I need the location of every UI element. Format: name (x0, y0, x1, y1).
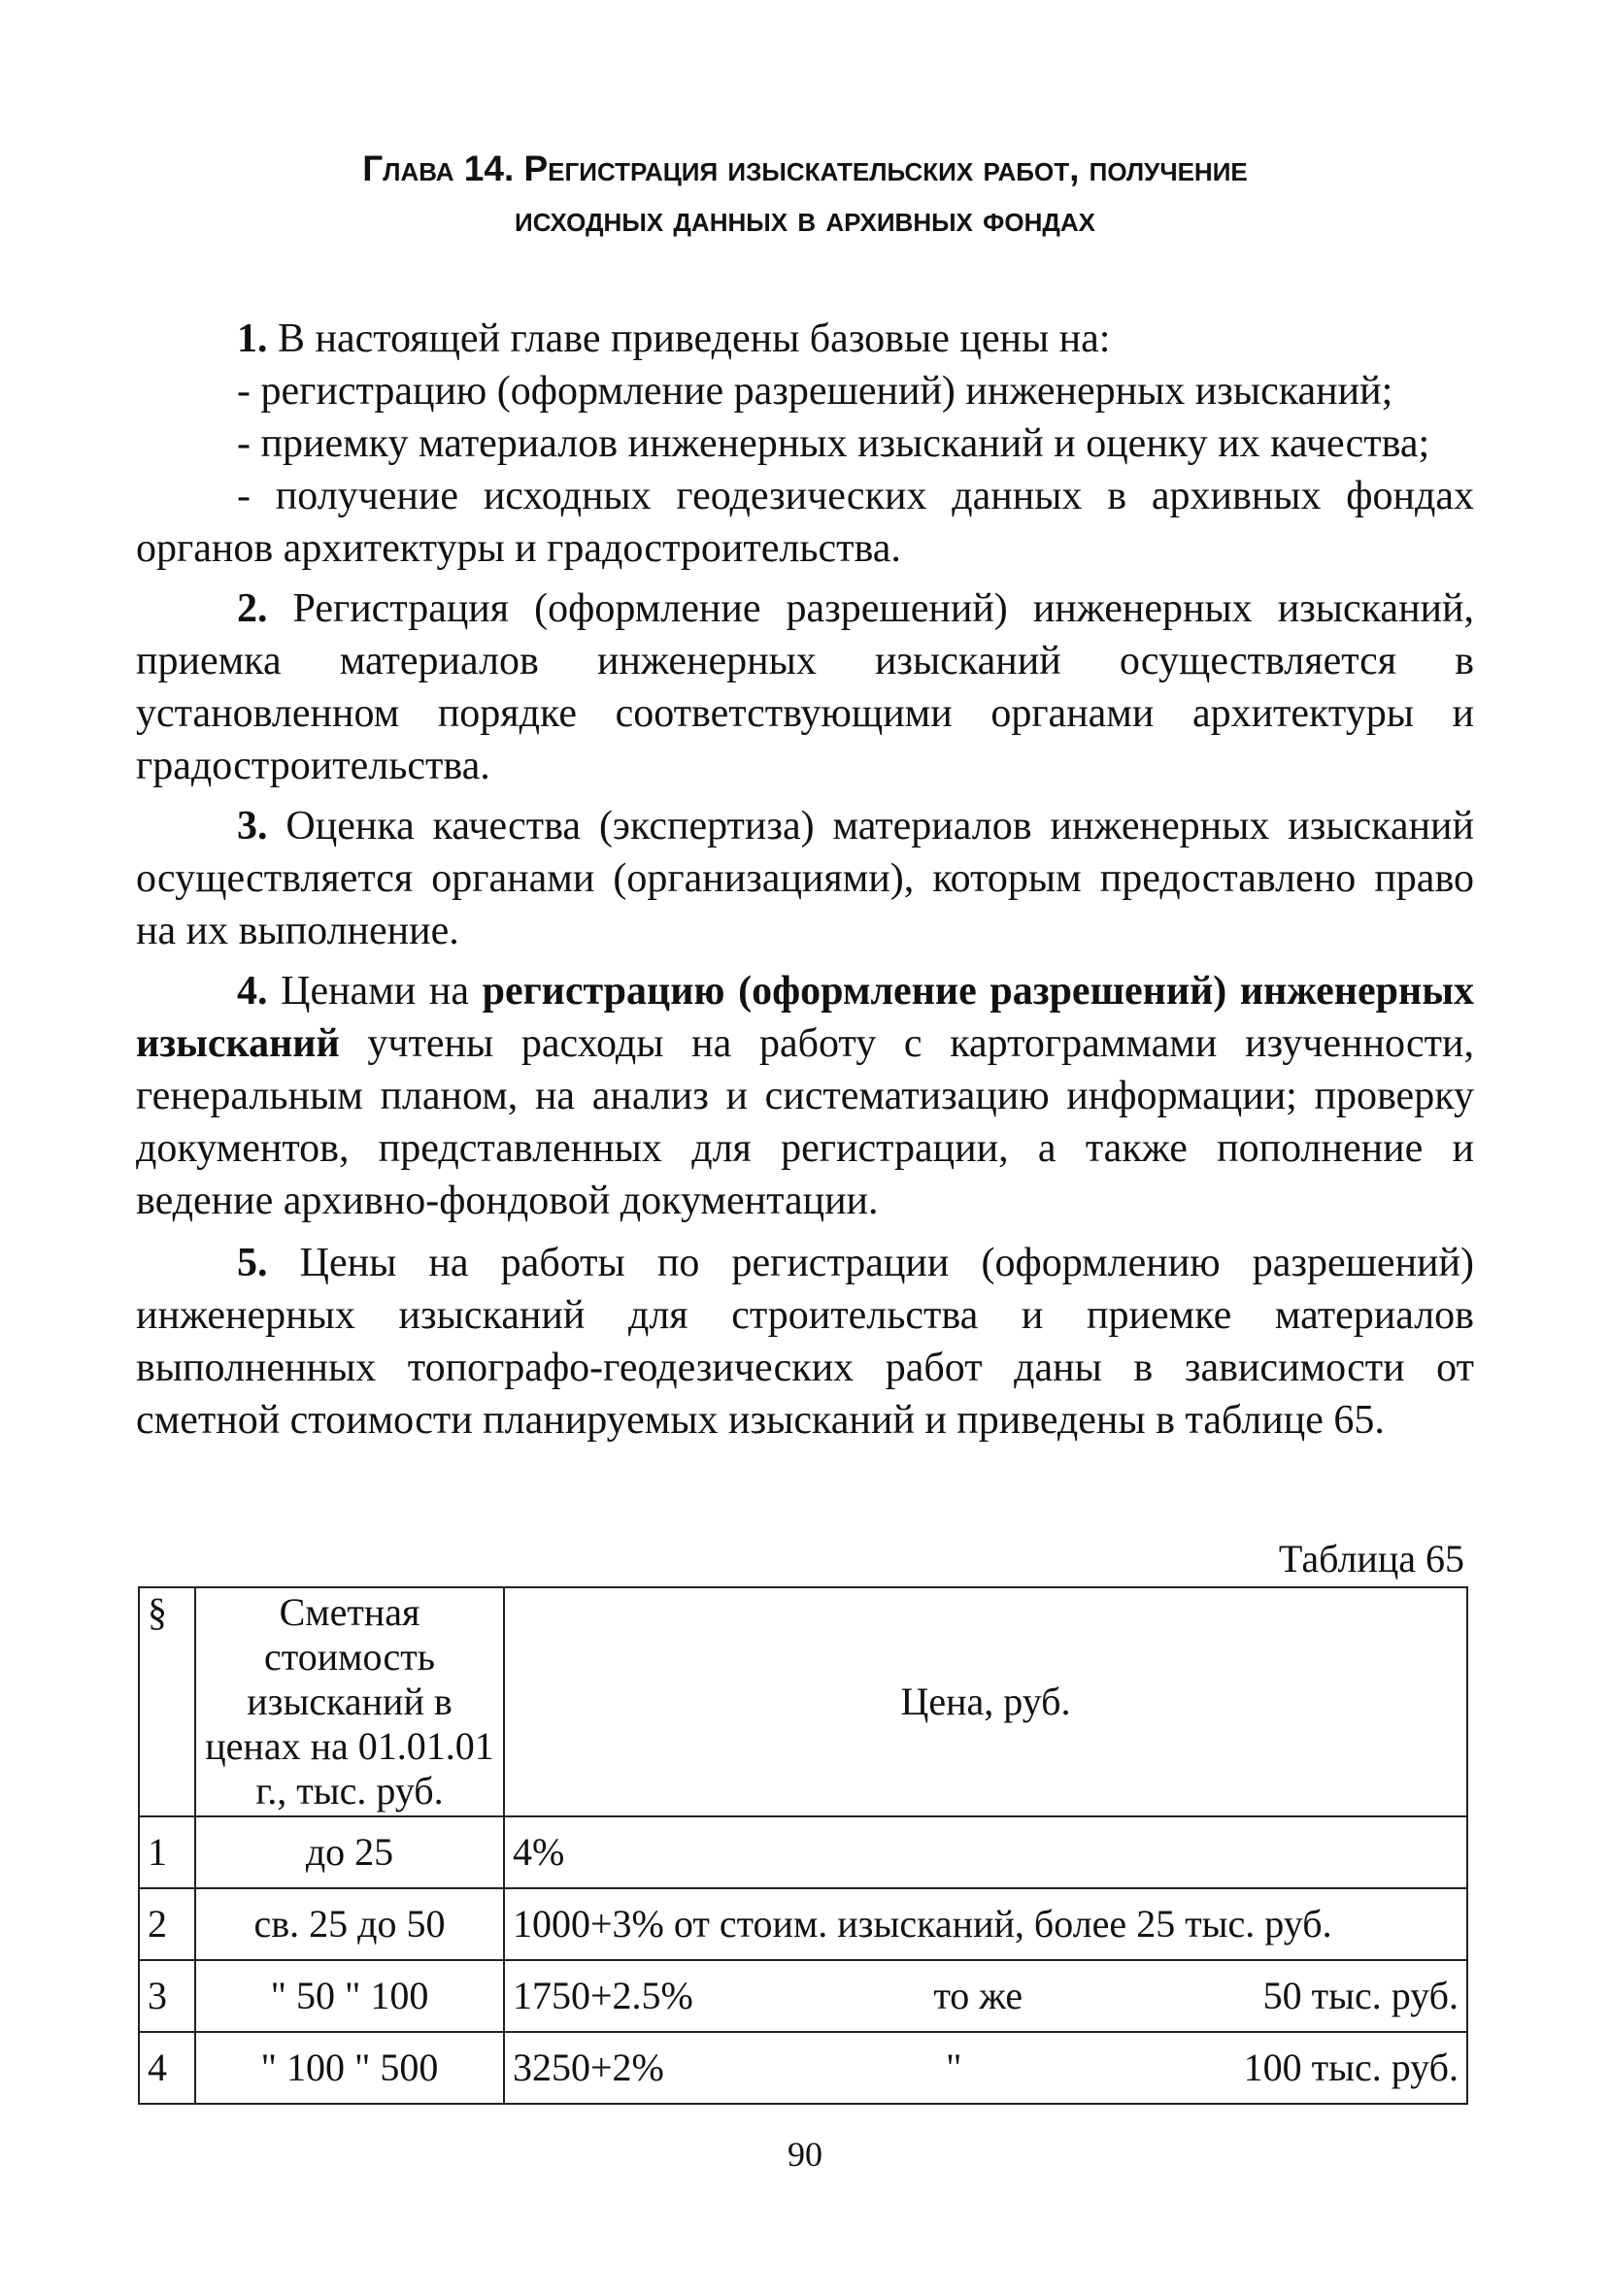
row-number: 4 (139, 2032, 195, 2104)
row-price-threshold: 100 тыс. руб. (1243, 2046, 1459, 2089)
chapter-title (136, 144, 1474, 245)
header-section-sign: § (139, 1587, 195, 1816)
table-row (139, 1960, 1467, 2032)
paragraph-4-pre: Ценами на (267, 969, 483, 1014)
paragraph-5-number: 5. (237, 1241, 268, 1285)
paragraph-3-number: 3. (237, 804, 268, 849)
row-price: 1750+2.5% (513, 1974, 693, 2017)
bullet-2: - приемку материалов инженерных изысканий и оценку их качества; (237, 421, 1430, 466)
paragraph-4 (136, 965, 1474, 1227)
header-price: Цена, руб. (504, 1587, 1467, 1816)
table-row (139, 2032, 1467, 2104)
paragraph-2-text: Регистрация (оформление разрешений) инженерных изысканий, приемка материалов инженерных изысканий осуществляется в установленном порядке соответствующими органами архитектуры и градостроительства. (136, 586, 1474, 788)
paragraph-2 (136, 582, 1474, 792)
row-cost: " 100 " 500 (195, 2032, 504, 2104)
body-text (136, 313, 1474, 1447)
page-number: 90 (788, 2135, 822, 2174)
chapter-title-line-1: Глава 14. Регистрация изыскательских работ, получение (362, 149, 1248, 188)
chapter-title-line-2: исходных данных в архивных фондах (515, 199, 1095, 239)
paragraph-3 (136, 800, 1474, 957)
row-cost: " 50 " 100 (195, 1960, 504, 2032)
paragraph-1 (136, 313, 1474, 365)
row-price-cell (504, 2032, 1467, 2104)
row-price-note: то же (933, 1974, 1023, 2017)
price-table (138, 1586, 1468, 2105)
bullet-1: - регистрацию (оформление разрешений) инженерных изысканий; (237, 369, 1393, 414)
paragraph-5 (136, 1237, 1474, 1447)
row-number: 1 (139, 1816, 195, 1888)
row-price: 3250+2% (513, 2046, 664, 2089)
table-row (139, 1816, 1467, 1888)
row-price-threshold: 50 тыс. руб. (1262, 1974, 1459, 2017)
row-price-cell (504, 1960, 1467, 2032)
table-caption: Таблица 65 (1278, 1537, 1464, 1581)
table-row (139, 1888, 1467, 1960)
paragraph-4-post: учтены расходы на работу с картограммами изученности, генеральным планом, на анализ и систематизацию информации; проверку документов, представленных для регистрации, а также пополнение и ведение архивно-фондовой документации. (136, 1021, 1474, 1223)
row-cost: до 25 (195, 1816, 504, 1888)
paragraph-5-text: Цены на работы по регистрации (оформлению разрешений) инженерных изысканий для строительства и приемке материалов выполненных топографо-геодезических работ даны в зависимости от сметной стоимости планируемых изысканий и приведены в таблице 65. (136, 1241, 1474, 1443)
row-cost: св. 25 до 50 (195, 1888, 504, 1960)
row-number: 2 (139, 1888, 195, 1960)
paragraph-4-number: 4. (237, 969, 268, 1014)
paragraph-1-text: В настоящей главе приведены базовые цены на: (267, 316, 1111, 361)
header-estimated-cost: Сметная стоимость изысканий в ценах на 01.01.01 г., тыс. руб. (195, 1587, 504, 1816)
paragraph-2-number: 2. (237, 586, 268, 631)
paragraph-4-bold: регистрацию (оформление разрешений) инженерных изысканий (136, 969, 1474, 1066)
row-price: 1000+3% от стоим. изысканий, более 25 тыс. руб. (504, 1888, 1467, 1960)
table-header-row (139, 1587, 1467, 1816)
paragraph-1-number: 1. (237, 316, 268, 361)
row-price: 4% (504, 1816, 1467, 1888)
row-number: 3 (139, 1960, 195, 2032)
paragraph-3-text: Оценка качества (экспертиза) материалов инженерных изысканий осуществляется органами (организациями), которым предоставлено право на их выполнение. (136, 804, 1474, 953)
row-price-note: " (946, 2046, 962, 2089)
bullet-3: - получение исходных геодезических данных в архивных фондах органов архитектуры и градостроительства. (136, 474, 1474, 571)
